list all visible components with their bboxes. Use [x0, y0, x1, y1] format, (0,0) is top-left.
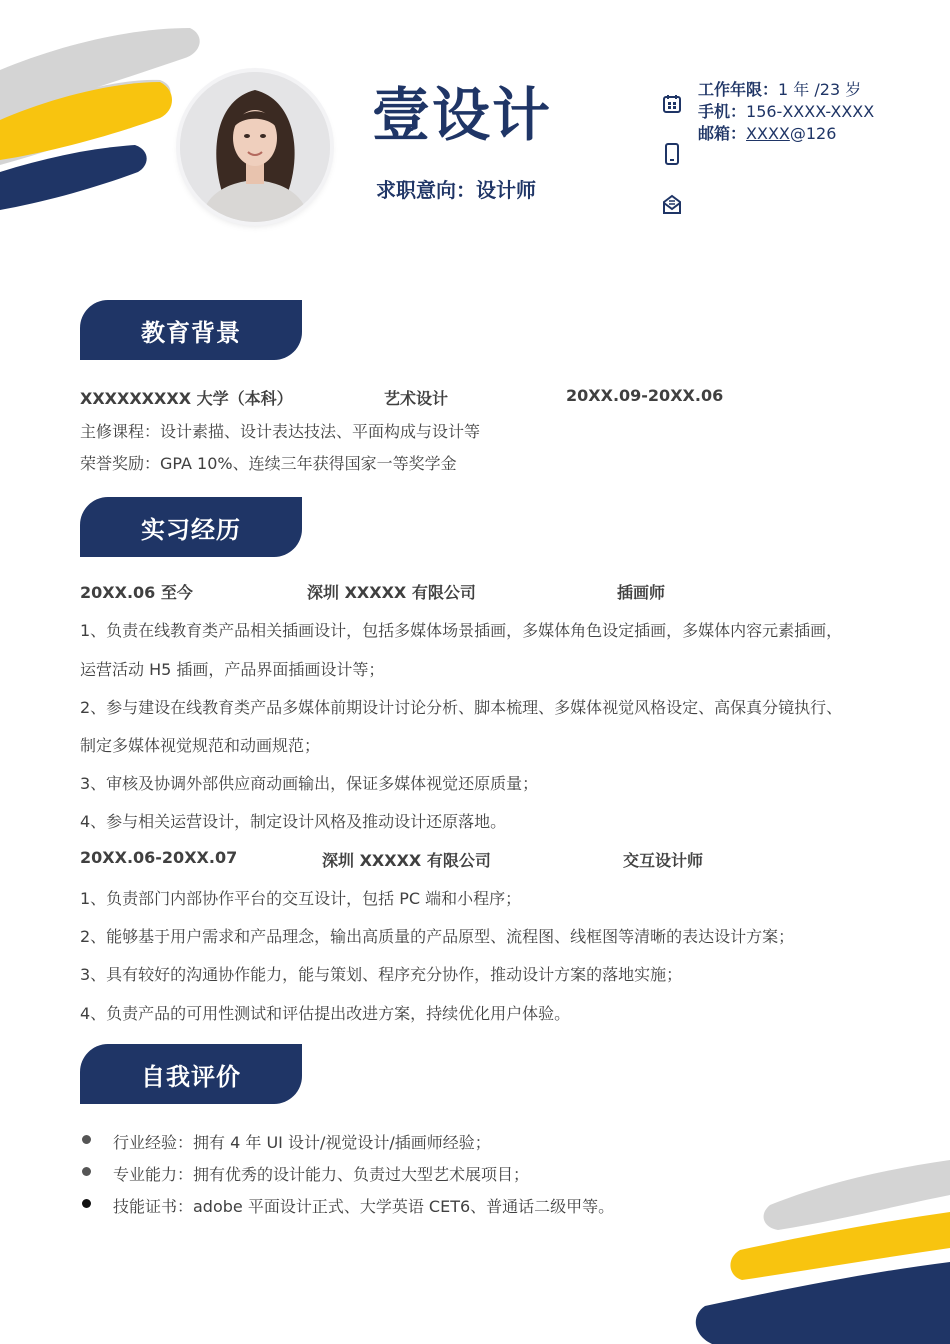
job-2-duty-line: 2、能够基于用户需求和产品理念，输出高质量的产品原型、流程图、线框图等清晰的表达设计方案；	[80, 927, 795, 946]
years-value: 1 年 /23 岁	[778, 80, 862, 99]
job-2-role: 交互设计师	[623, 851, 704, 870]
education-courses: 主修课程：设计素描、设计表达技法、平面构成与设计等	[80, 422, 481, 441]
bullet-icon	[82, 1135, 91, 1144]
phone-value: 156-XXXX-XXXX	[746, 102, 875, 121]
job-1-duty-line: 4、参与相关运营设计，制定设计风格及推动设计还原落地。	[80, 812, 507, 831]
bullet-icon	[82, 1167, 91, 1176]
job-2-period: 20XX.06-20XX.07	[80, 848, 238, 867]
section-title-self-eval: 自我评价	[80, 1044, 302, 1104]
education-major: 艺术设计	[384, 389, 449, 408]
bullet-icon	[82, 1199, 91, 1208]
job-1-duty-line: 2、参与建设在线教育类产品多媒体前期设计讨论分析、脚本梳理、多媒体视觉风格设定、高保真分镜执行、	[80, 698, 843, 717]
job-2-duty-line: 3、具有较好的沟通协作能力，能与策划、程序充分协作，推动设计方案的落地实施；	[80, 965, 683, 984]
self-eval-item: 行业经验：拥有 4 年 UI 设计/视觉设计/插画师经验；	[113, 1133, 491, 1152]
job-intent: 求职意向：设计师	[376, 178, 536, 202]
phone-label: 手机：	[698, 102, 747, 121]
calendar-icon	[660, 92, 684, 116]
contact-years	[698, 79, 861, 101]
self-eval-item: 专业能力：拥有优秀的设计能力、负责过大型艺术展项目；	[113, 1165, 530, 1184]
job-2-company: 深圳 XXXXX 有限公司	[322, 851, 491, 870]
contact-phone	[698, 101, 874, 123]
contact-email	[698, 123, 836, 145]
years-label: 工作年限：	[698, 80, 779, 99]
job-1-duty-line: 1、负责在线教育类产品相关插画设计，包括多媒体场景插画，多媒体角色设定插画，多媒体内容元素插画，	[80, 621, 843, 640]
email-domain: @126	[789, 124, 837, 143]
profile-photo	[180, 72, 330, 222]
self-eval-item: 技能证书：adobe 平面设计正式、大学英语 CET6、普通话二级甲等。	[113, 1197, 615, 1216]
candidate-name: 壹设计	[372, 81, 553, 149]
education-school: XXXXXXXXX 大学（本科）	[80, 389, 293, 408]
job-1-period: 20XX.06 至今	[80, 583, 193, 602]
job-1-duty-line: 制定多媒体视觉规范和动画规范；	[80, 736, 321, 755]
section-title-internship: 实习经历	[80, 497, 302, 557]
mail-icon	[660, 193, 684, 217]
job-1-duty-line: 运营活动 H5 插画，产品界面插画设计等；	[80, 660, 385, 679]
job-1-duty-line: 3、审核及协调外部供应商动画输出，保证多媒体视觉还原质量；	[80, 774, 539, 793]
job-2-duty-line: 1、负责部门内部协作平台的交互设计，包括 PC 端和小程序；	[80, 889, 522, 908]
email-link[interactable]: XXXX	[746, 124, 790, 143]
job-1-company: 深圳 XXXXX 有限公司	[307, 583, 476, 602]
avatar	[180, 72, 330, 222]
education-awards: 荣誉奖励：GPA 10%、连续三年获得国家一等奖学金	[80, 454, 457, 473]
email-label: 邮箱：	[698, 124, 747, 143]
education-period: 20XX.09-20XX.06	[566, 386, 724, 405]
section-title-education: 教育背景	[80, 300, 302, 360]
job-2-duty-line: 4、负责产品的可用性测试和评估提出改进方案，持续优化用户体验。	[80, 1004, 571, 1023]
phone-icon	[660, 142, 684, 166]
job-1-role: 插画师	[617, 583, 666, 602]
